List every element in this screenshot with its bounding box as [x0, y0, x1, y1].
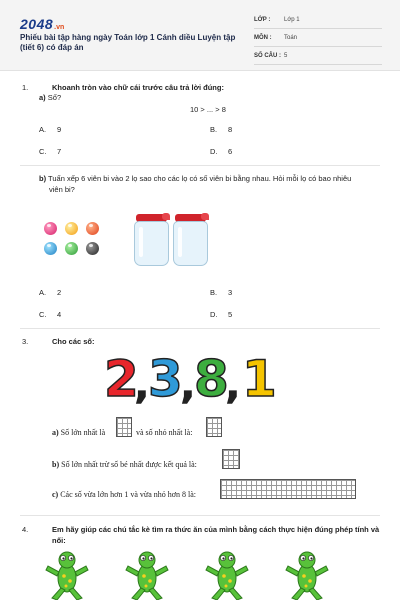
digit-8: 8: [194, 350, 229, 408]
meta-key: MÔN :: [254, 35, 272, 41]
meta-row-count: [254, 51, 382, 65]
marble-icon: [44, 242, 57, 255]
part-text: Số lớn nhất là: [60, 428, 106, 437]
q3-part-a-tail: và số nhỏ nhất là:: [136, 428, 193, 437]
site-logo[interactable]: [20, 16, 64, 32]
option-value: 2: [57, 288, 62, 297]
gecko-icon: [124, 548, 170, 600]
gecko-icon: [284, 548, 330, 600]
q1-option-a[interactable]: A. 9: [39, 125, 62, 134]
marble-icon: [65, 222, 78, 235]
option-value: 8: [228, 125, 233, 134]
q2-option-d[interactable]: D. 5: [210, 310, 233, 319]
meta-value: Toán: [284, 35, 298, 41]
part-label: b): [39, 174, 47, 183]
q3-part-b: [52, 460, 197, 469]
q1-part-a: [39, 93, 61, 102]
jar-icon: [173, 214, 208, 266]
jar-icon: [134, 214, 169, 266]
q2-option-a[interactable]: A. 2: [39, 288, 62, 297]
meta-key: LỚP :: [254, 17, 271, 23]
digit-1: 1: [242, 350, 277, 408]
geckos-illustration: [44, 548, 364, 600]
option-value: 5: [228, 310, 233, 319]
divider: [20, 515, 380, 516]
part-label: a): [39, 93, 46, 102]
marble-icon: [44, 222, 57, 235]
comma: ,: [226, 366, 240, 407]
q2-option-b[interactable]: B. 3: [210, 288, 233, 297]
option-value: 4: [57, 310, 62, 319]
part-text: Các số vừa lớn hơn 1 và vừa nhỏ hơn 8 là:: [60, 490, 197, 499]
q1-expression: 10 > ... > 8: [190, 105, 226, 114]
meta-value: 5: [284, 53, 288, 59]
q2-option-c[interactable]: C. 4: [39, 310, 62, 319]
part-text: Số lớn nhất trừ số bé nhất được kết quả là:: [61, 460, 197, 469]
part-text-line1: Tuấn xếp 6 viên bi vào 2 lọ sao cho các lọ có số viên bi bằng nhau. Hỏi mỗi lọ có bao nhiêu: [48, 174, 352, 183]
part-label: b): [52, 460, 60, 469]
question-number: 3.: [22, 337, 29, 346]
part-label: a): [52, 428, 59, 437]
part-text-line2: viên bi?: [49, 185, 75, 194]
digit-3: 3: [148, 350, 183, 408]
divider: [20, 165, 380, 166]
meta-value: Lớp 1: [284, 17, 300, 23]
gecko-icon: [204, 548, 250, 600]
q1-option-c[interactable]: C. 7: [39, 147, 62, 156]
marble-icon: [86, 222, 99, 235]
option-value: 3: [228, 288, 233, 297]
question-text: [52, 524, 382, 546]
meta-row-subject: [254, 33, 382, 47]
q3-part-c: [52, 490, 196, 499]
q3-part-a: [52, 428, 105, 437]
logo-number: 2048: [20, 16, 54, 32]
document-title: Phiếu bài tập hàng ngày Toán lớp 1 Cánh diều Luyện tập (tiết 6) có đáp án: [20, 33, 236, 52]
numbers-illustration: [104, 352, 276, 410]
question-number: 1.: [22, 83, 29, 92]
document-meta: [254, 15, 382, 69]
marble-icon: [65, 242, 78, 255]
digit-2: 2: [104, 350, 139, 408]
question-text-line2: nối:: [52, 536, 66, 545]
answer-box-long[interactable]: [220, 479, 356, 499]
question-text-line1: Em hãy giúp các chú tắc kè tìm ra thức ăn của mình bằng cách thực hiện đúng phép tính và: [52, 525, 380, 534]
option-value: 6: [228, 147, 233, 156]
marbles-illustration: [44, 222, 106, 260]
q1-option-b[interactable]: B. 8: [210, 125, 233, 134]
divider: [20, 328, 380, 329]
question-number: 4.: [22, 525, 29, 534]
meta-key: SỐ CÂU :: [254, 53, 281, 59]
jars-illustration: [133, 210, 211, 268]
q2-part-b: [39, 173, 384, 195]
part-text: Số?: [47, 93, 62, 102]
q1-option-d[interactable]: D. 6: [210, 147, 233, 156]
option-value: 9: [57, 125, 62, 134]
logo-tld: .vn: [54, 24, 65, 31]
marble-icon: [86, 242, 99, 255]
answer-box[interactable]: [206, 417, 222, 437]
gecko-icon: [44, 548, 90, 600]
page-header: [0, 0, 400, 71]
comma: ,: [135, 366, 149, 407]
option-value: 7: [57, 147, 62, 156]
meta-row-class: [254, 15, 382, 29]
answer-box[interactable]: [222, 449, 240, 469]
part-label: c): [52, 490, 59, 499]
question-text: Khoanh tròn vào chữ cái trước câu trả lời đúng:: [52, 83, 224, 92]
question-text: Cho các số:: [52, 337, 95, 346]
answer-box[interactable]: [116, 417, 132, 437]
comma: ,: [181, 366, 195, 407]
